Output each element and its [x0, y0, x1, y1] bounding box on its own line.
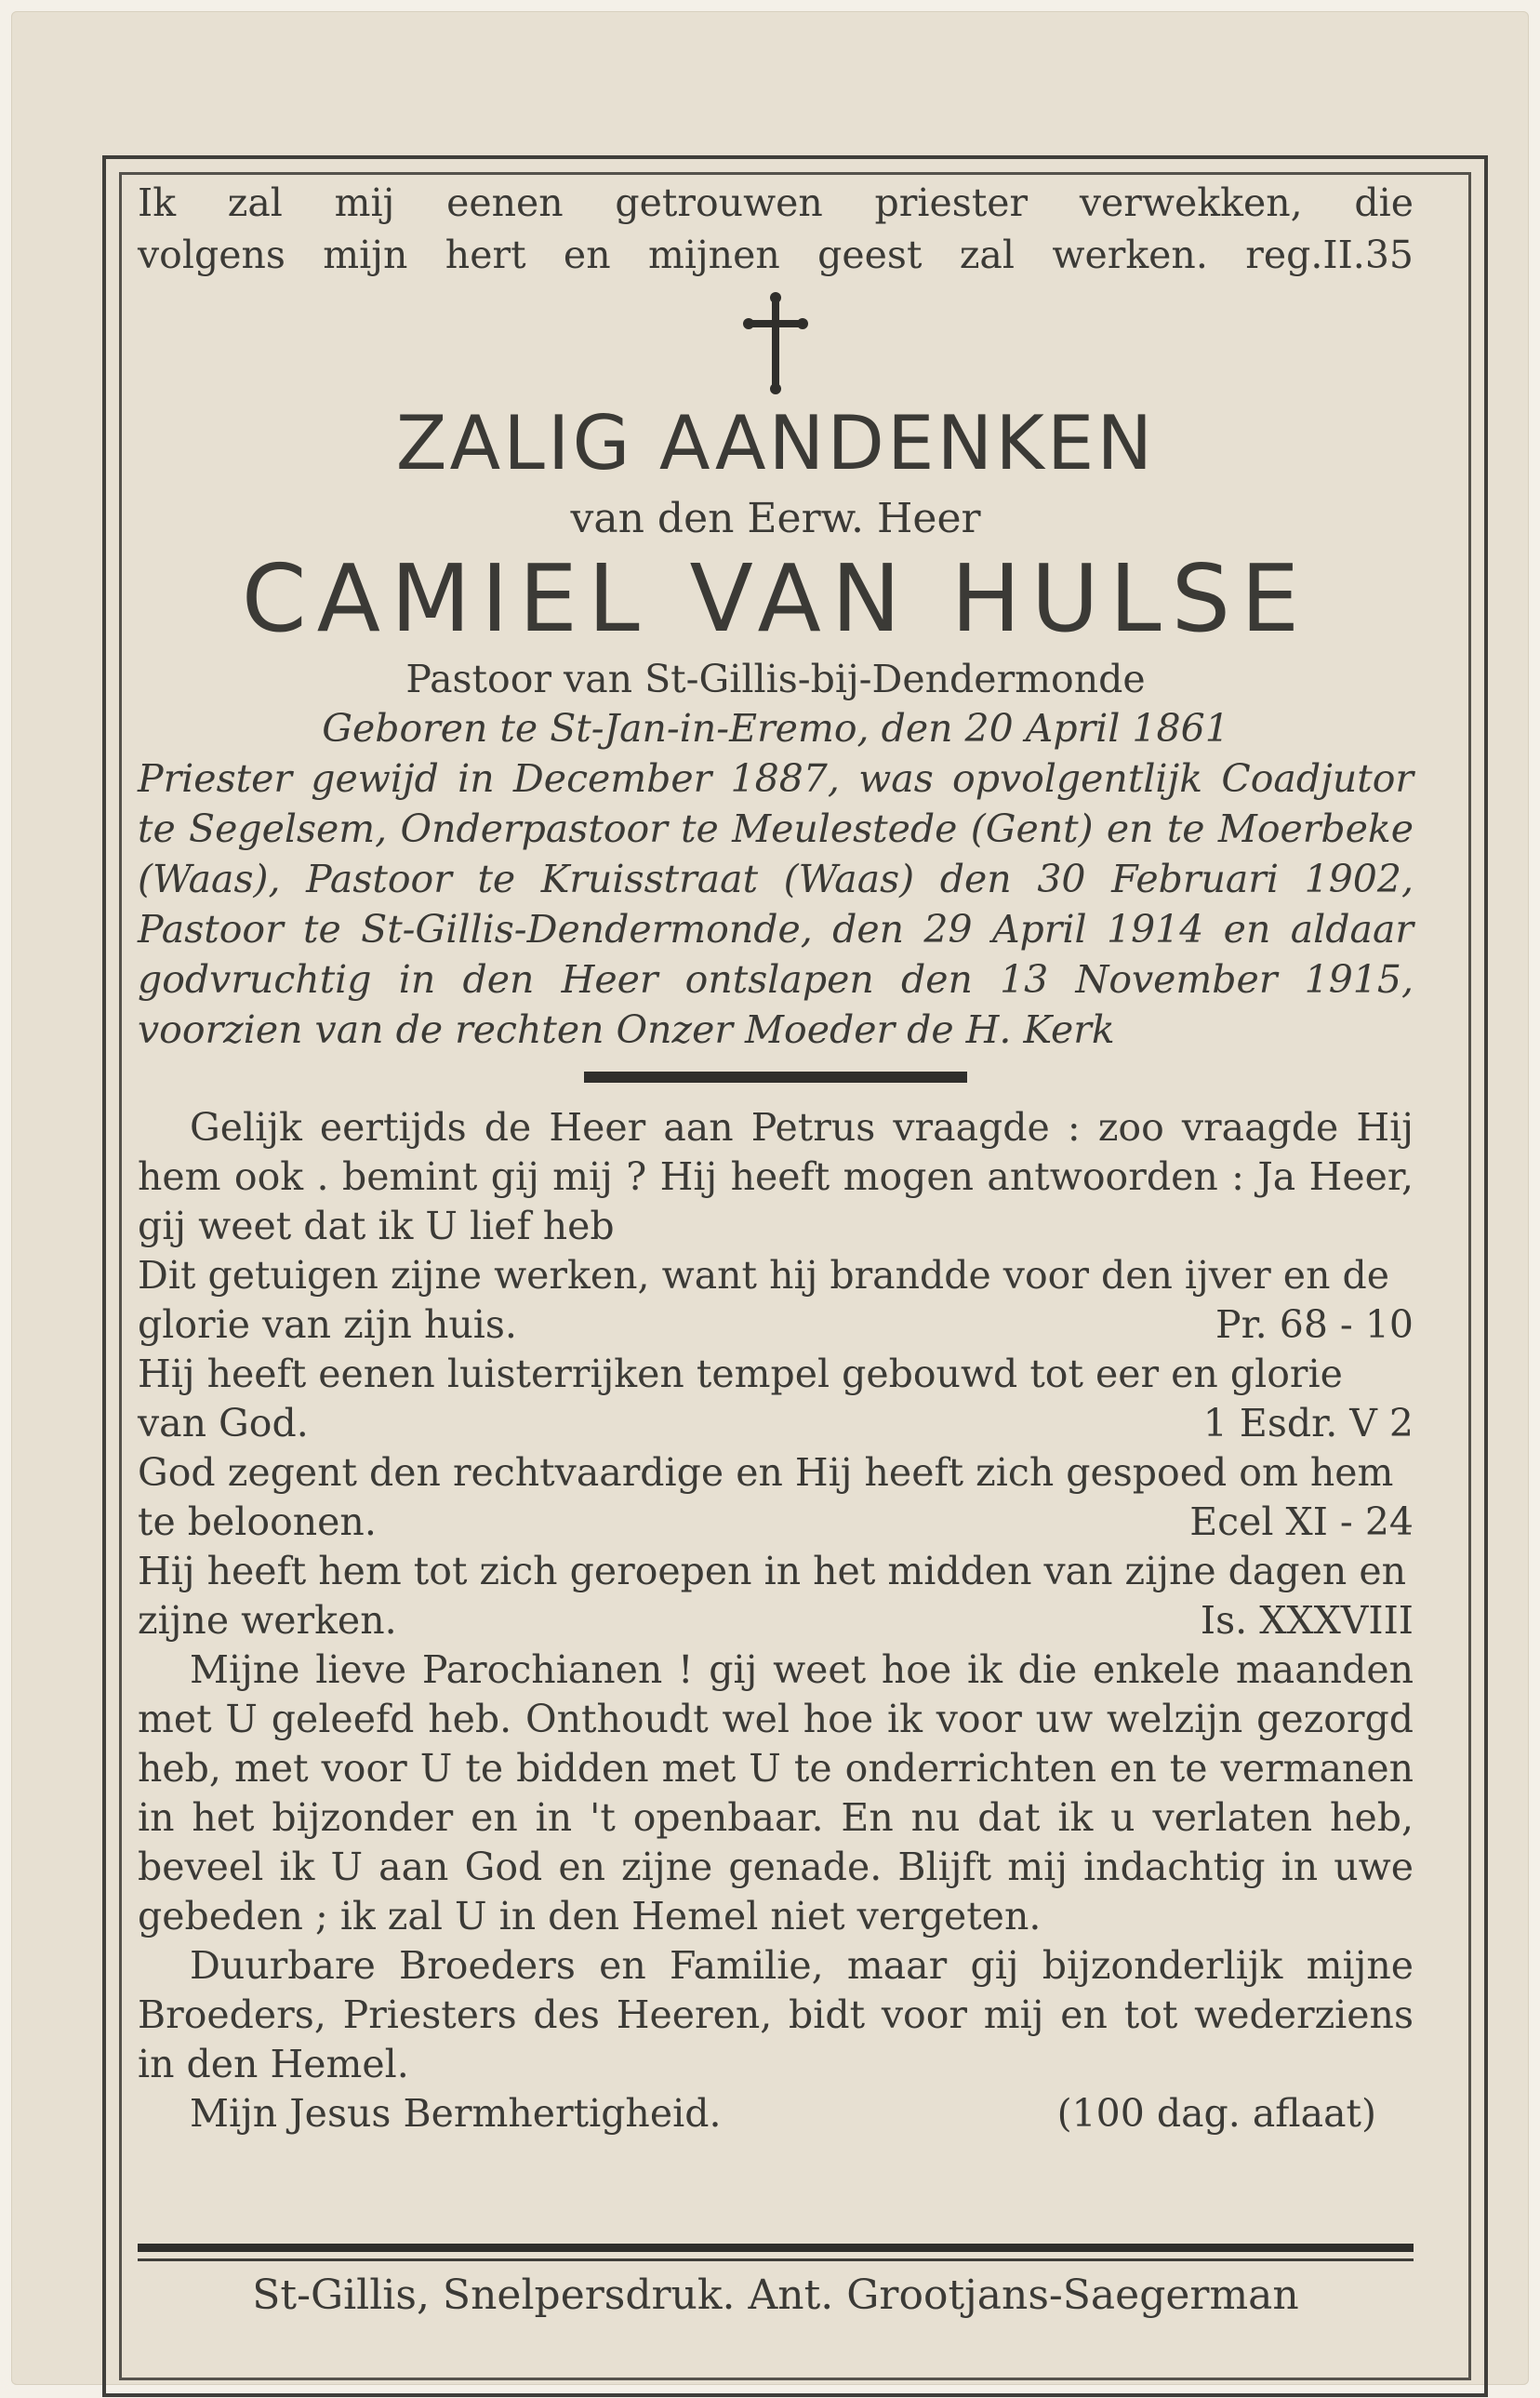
- card-content: [138, 177, 1414, 2138]
- footer-rule-thick: [138, 2244, 1414, 2252]
- paragraph-7: Duurbare Broeders en Familie, maar gij bijzonderlijk mijne Broeders, Priesters des Heeren, bidt voor mij en tot wederziens in den Hemel.: [138, 1943, 1414, 2086]
- paragraph-4: [138, 1448, 1414, 1547]
- paragraph-5-reference: Is. XXXVIII: [1200, 1598, 1414, 1643]
- paragraph-2: [138, 1251, 1414, 1350]
- indulgence-note: (100 dag. aflaat): [1056, 2091, 1376, 2136]
- paragraph-6: Mijne lieve Parochianen ! gij weet hoe ik die enkele maanden met U geleefd heb. Onthoudt wel hoe ik voor uw welzijn gezorgd heb, met voor U te bidden met U te onderrichten en te vermanen in het bijzonder en in 't openbaar. En nu dat ik u verlaten heb, beveel ik U aan God en zijne genade. Blijft mij indachtig in uwe gebeden ; ik zal U in den Hemel niet vergeten.: [138, 1647, 1414, 1938]
- paragraph-1: Gelijk eertijds de Heer aan Petrus vraagde : zoo vraagde Hij hem ook . bemint gij mij ? Hij heeft mogen antwoorden : Ja Heer, gij weet dat ik U lief heb: [138, 1105, 1414, 1248]
- paragraph-5: [138, 1547, 1414, 1645]
- paragraph-5-text: Hij heeft hem tot zich geroepen in het midden van zijne dagen en zijne werken.: [138, 1549, 1406, 1643]
- separator-bar: [584, 1072, 967, 1083]
- paragraph-3-reference: 1 Esdr. V 2: [1202, 1401, 1414, 1445]
- birth-text: Geboren te St-Jan-in-Eremo, den 20 April 1861: [322, 706, 1229, 751]
- paragraph-4-reference: Ecel XI - 24: [1189, 1499, 1414, 1544]
- birth-line: [138, 703, 1414, 753]
- deceased-role: Pastoor van St-Gillis-bij-Dendermonde: [405, 657, 1146, 701]
- card-title: ZALIG AANDENKEN: [395, 400, 1156, 486]
- printer-credit: St-Gillis, Snelpersdruk. Ant. Grootjans-Saegerman: [252, 2271, 1299, 2319]
- closing-line: [138, 2089, 1414, 2138]
- paragraph-3: [138, 1350, 1414, 1448]
- card-subtitle: van den Eerw. Heer: [570, 495, 981, 542]
- paragraph-2-text: Dit getuigen zijne werken, want hij brandde voor den ijver en de glorie van zijn huis.: [138, 1253, 1390, 1347]
- epigraph-line-1: Ik zal mij eenen getrouwen priester verwekken, die: [138, 180, 1414, 225]
- footer-rule-thin: [138, 2258, 1414, 2261]
- paragraph-2-reference: Pr. 68 - 10: [1215, 1302, 1414, 1347]
- epigraph-line-2: volgens mijn hert en mijnen geest zal werken. reg.II.35: [138, 233, 1414, 277]
- paragraph-3-text: Hij heeft eenen luisterrijken tempel gebouwd tot eer en glorie van God.: [138, 1352, 1343, 1445]
- paragraph-4-text: God zegent den rechtvaardige en Hij heeft zich gespoed om hem te beloonen.: [138, 1450, 1394, 1544]
- biography: Priester gewijd in December 1887, was opvolgentlijk Coadjutor te Segelsem, Onderpastoor te Meulestede (Gent) en te Moerbeke (Waas), Pastoor te Kruisstraat (Waas) den 30 Februari 1902, Pastoor te St-Gillis-Dendermonde, den 29 April 1914 en aldaar godvruchtig in den Heer ontslapen den 13 November 1915, voorzien van de rechten Onzer Moeder de H. Kerk: [138, 756, 1414, 1052]
- cross-icon: [138, 292, 1414, 394]
- deceased-name: CAMIEL VAN HULSE: [241, 544, 1310, 653]
- closing-prayer: Mijn Jesus Bermhertigheid.: [190, 2091, 722, 2136]
